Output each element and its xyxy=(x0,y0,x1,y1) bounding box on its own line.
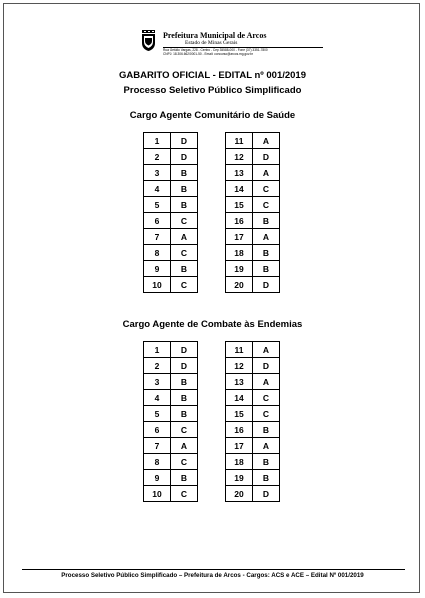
question-number: 14 xyxy=(226,390,253,406)
question-number: 18 xyxy=(226,454,253,470)
answer-letter: A xyxy=(253,133,280,149)
answer-letter: D xyxy=(171,342,198,358)
question-number: 12 xyxy=(226,149,253,165)
question-number: 20 xyxy=(226,486,253,502)
answer-letter: C xyxy=(171,213,198,229)
question-number: 4 xyxy=(144,181,171,197)
question-number: 17 xyxy=(226,229,253,245)
answer-letter: D xyxy=(171,133,198,149)
answer-row xyxy=(144,181,198,197)
question-number: 11 xyxy=(226,342,253,358)
question-number: 16 xyxy=(226,213,253,229)
question-number: 6 xyxy=(144,422,171,438)
question-number: 18 xyxy=(226,245,253,261)
answer-letter: A xyxy=(253,165,280,181)
answer-row xyxy=(144,149,198,165)
letterhead-subtitle: Estado de Minas Gerais xyxy=(185,40,238,46)
question-number: 7 xyxy=(144,229,171,245)
section-title-acs: Cargo Agente Comunitário de Saúde xyxy=(129,110,296,121)
answer-row xyxy=(226,422,280,438)
answer-row xyxy=(144,197,198,213)
answer-row xyxy=(144,342,198,358)
answer-letter: C xyxy=(171,454,198,470)
answer-letter: B xyxy=(171,165,198,181)
answer-letter: D xyxy=(253,149,280,165)
question-number: 10 xyxy=(144,277,171,293)
answer-row xyxy=(226,229,280,245)
answer-row xyxy=(226,261,280,277)
answer-row xyxy=(226,358,280,374)
letterhead-title: Prefeitura Municipal de Arcos xyxy=(163,31,267,40)
answer-row xyxy=(144,438,198,454)
answer-letter: D xyxy=(253,486,280,502)
answer-letter: A xyxy=(171,438,198,454)
answer-row xyxy=(226,197,280,213)
answer-letter: B xyxy=(253,470,280,486)
question-number: 8 xyxy=(144,245,171,261)
question-number: 5 xyxy=(144,406,171,422)
answer-table-acs-11-20 xyxy=(225,132,280,293)
answer-row xyxy=(226,149,280,165)
answer-row xyxy=(144,470,198,486)
answer-row xyxy=(226,454,280,470)
answer-letter: A xyxy=(171,229,198,245)
answer-letter: B xyxy=(171,470,198,486)
question-number: 4 xyxy=(144,390,171,406)
answer-letter: B xyxy=(253,422,280,438)
answer-letter: C xyxy=(171,277,198,293)
footer-text: Processo Seletivo Público Simplificado – Prefeitura de Arcos - Cargos: ACS e ACE – Edital Nº 001/2019 xyxy=(61,572,364,579)
answer-letter: D xyxy=(253,358,280,374)
answer-row xyxy=(226,470,280,486)
answer-row xyxy=(144,277,198,293)
answer-row xyxy=(144,358,198,374)
question-number: 9 xyxy=(144,470,171,486)
question-number: 3 xyxy=(144,165,171,181)
answer-row xyxy=(144,213,198,229)
document-title: GABARITO OFICIAL - EDITAL nº 001/2019 xyxy=(119,70,306,81)
question-number: 19 xyxy=(226,470,253,486)
answer-letter: C xyxy=(171,422,198,438)
answer-letter: A xyxy=(253,342,280,358)
question-number: 11 xyxy=(226,133,253,149)
coat-of-arms-icon xyxy=(140,30,157,52)
question-number: 15 xyxy=(226,406,253,422)
answer-row xyxy=(144,486,198,502)
question-number: 8 xyxy=(144,454,171,470)
question-number: 14 xyxy=(226,181,253,197)
question-number: 10 xyxy=(144,486,171,502)
answer-row xyxy=(226,342,280,358)
question-number: 13 xyxy=(226,374,253,390)
answer-table-ace-11-20 xyxy=(225,341,280,502)
answer-letter: D xyxy=(171,149,198,165)
answer-table-ace-1-10 xyxy=(143,341,198,502)
question-number: 2 xyxy=(144,149,171,165)
letterhead-address: Rua Getúlio Vargas, 228 - Centro - Cep 35588-000 - Fone (37) 3351-7800 xyxy=(163,48,268,52)
answer-letter: D xyxy=(171,358,198,374)
answer-letter: B xyxy=(171,374,198,390)
question-number: 9 xyxy=(144,261,171,277)
question-number: 7 xyxy=(144,438,171,454)
answer-row xyxy=(226,245,280,261)
answer-letter: B xyxy=(253,261,280,277)
answer-letter: A xyxy=(253,229,280,245)
answer-row xyxy=(144,422,198,438)
answer-letter: C xyxy=(171,486,198,502)
answer-row xyxy=(144,261,198,277)
answer-row xyxy=(226,181,280,197)
footer-divider xyxy=(22,569,405,570)
answer-row xyxy=(226,133,280,149)
question-number: 2 xyxy=(144,358,171,374)
answer-letter: C xyxy=(253,390,280,406)
answer-table-acs-1-10 xyxy=(143,132,198,293)
answer-row xyxy=(226,374,280,390)
answer-letter: B xyxy=(171,406,198,422)
answer-row xyxy=(144,390,198,406)
answer-letter: B xyxy=(253,454,280,470)
answer-letter: C xyxy=(253,181,280,197)
question-number: 1 xyxy=(144,133,171,149)
answer-letter: A xyxy=(253,438,280,454)
question-number: 15 xyxy=(226,197,253,213)
answer-row xyxy=(144,229,198,245)
answer-row xyxy=(144,406,198,422)
answer-letter: B xyxy=(253,213,280,229)
answer-letter: A xyxy=(253,374,280,390)
answer-letter: C xyxy=(253,197,280,213)
question-number: 6 xyxy=(144,213,171,229)
answer-row xyxy=(144,245,198,261)
answer-row xyxy=(226,213,280,229)
question-number: 16 xyxy=(226,422,253,438)
question-number: 3 xyxy=(144,374,171,390)
question-number: 17 xyxy=(226,438,253,454)
answer-row xyxy=(226,277,280,293)
letterhead xyxy=(140,30,340,56)
answer-letter: B xyxy=(171,197,198,213)
answer-row xyxy=(144,454,198,470)
answer-row xyxy=(226,406,280,422)
answer-letter: B xyxy=(253,245,280,261)
answer-row xyxy=(226,165,280,181)
answer-row xyxy=(144,133,198,149)
answer-row xyxy=(144,165,198,181)
question-number: 1 xyxy=(144,342,171,358)
answer-row xyxy=(144,374,198,390)
section-title-ace: Cargo Agente de Combate às Endemias xyxy=(122,319,303,330)
answer-letter: B xyxy=(171,181,198,197)
answer-letter: B xyxy=(171,390,198,406)
answer-letter: C xyxy=(253,406,280,422)
letterhead-contact: CNPJ: 18.306.662/0001-50 - Email: concurso@arcos.mg.gov.br xyxy=(163,52,253,56)
answer-letter: B xyxy=(171,261,198,277)
document-subtitle: Processo Seletivo Público Simplificado xyxy=(123,85,302,96)
question-number: 12 xyxy=(226,358,253,374)
question-number: 19 xyxy=(226,261,253,277)
question-number: 5 xyxy=(144,197,171,213)
question-number: 13 xyxy=(226,165,253,181)
answer-row xyxy=(226,390,280,406)
answer-row xyxy=(226,438,280,454)
answer-letter: D xyxy=(253,277,280,293)
answer-letter: C xyxy=(171,245,198,261)
question-number: 20 xyxy=(226,277,253,293)
answer-row xyxy=(226,486,280,502)
